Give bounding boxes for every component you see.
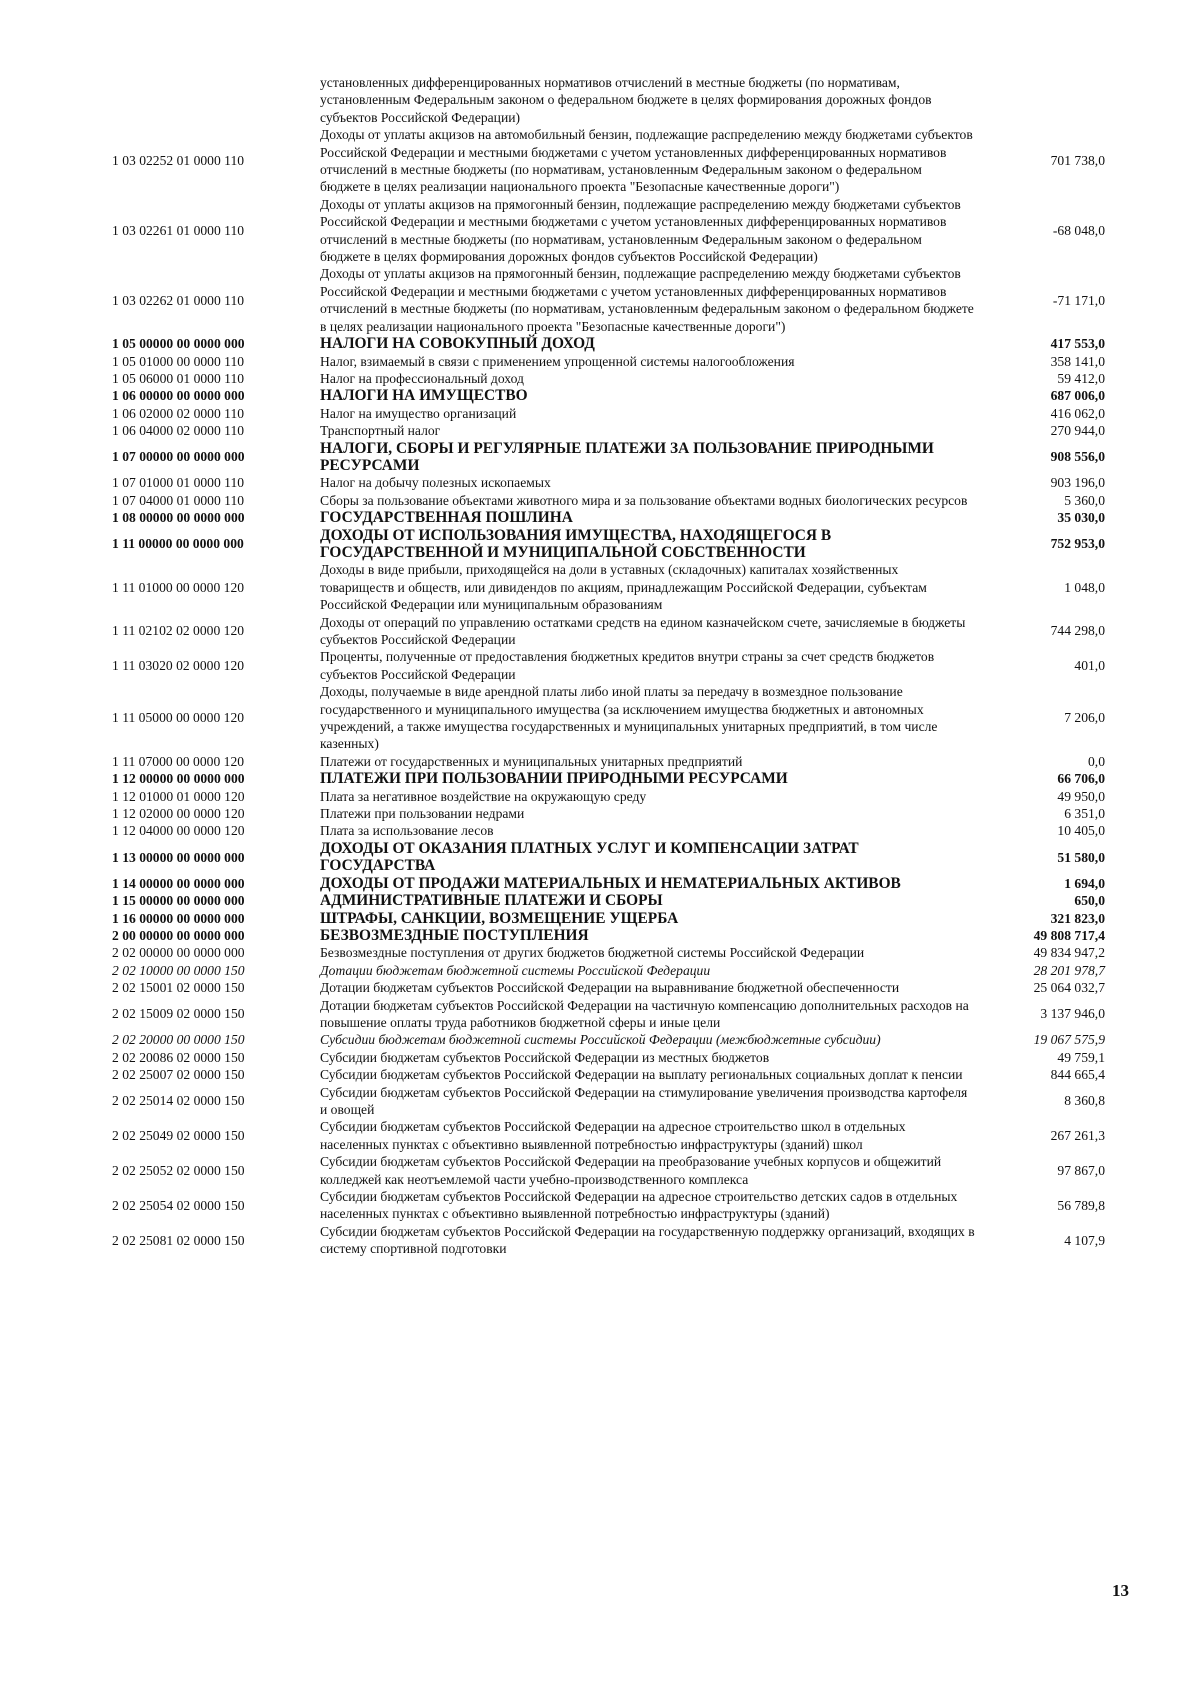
classification-code: 1 05 06000 01 0000 110 bbox=[112, 370, 245, 386]
income-description: НАЛОГИ НА СОВОКУПНЫЙ ДОХОД bbox=[320, 335, 595, 353]
amount-value: 908 556,0 bbox=[1050, 449, 1105, 465]
income-description: АДМИНИСТРАТИВНЫЕ ПЛАТЕЖИ И СБОРЫ bbox=[320, 892, 663, 910]
table-row bbox=[0, 1031, 1200, 1048]
classification-code: 2 02 20000 00 0000 150 bbox=[112, 1032, 245, 1048]
amount-value: 8 360,8 bbox=[1064, 1093, 1105, 1109]
classification-code: 1 11 05000 00 0000 120 bbox=[112, 710, 245, 726]
table-row bbox=[0, 1223, 1200, 1258]
page-number: 13 bbox=[1112, 1581, 1129, 1600]
table-row bbox=[0, 1153, 1200, 1188]
amount-value: -71 171,0 bbox=[1052, 292, 1105, 308]
income-description: Плата за негативное воздействие на окружающую среду bbox=[320, 788, 647, 804]
income-description: Доходы от уплаты акцизов на прямогонный бензин, подлежащие распределению между бюджетами субъектов Российской Федерации и местными бюджетами с учетом установленных дифференцированных нормативов отчислений в местные бюджеты (по нормативам, установленным Федеральным законом о федеральном бюджете в целях формирования дорожных фондов субъектов Российской Федерации) bbox=[320, 196, 961, 265]
classification-code: 1 14 00000 00 0000 000 bbox=[112, 875, 245, 891]
amount-value: 25 064 032,7 bbox=[1033, 980, 1105, 996]
amount-value: 752 953,0 bbox=[1050, 536, 1105, 552]
classification-code: 2 02 25007 02 0000 150 bbox=[112, 1067, 245, 1083]
classification-code: 1 12 00000 00 0000 000 bbox=[112, 771, 245, 787]
income-description: Субсидии бюджетам субъектов Российской Федерации из местных бюджетов bbox=[320, 1049, 770, 1065]
income-description: ШТРАФЫ, САНКЦИИ, ВОЗМЕЩЕНИЕ УЩЕРБА bbox=[320, 909, 679, 927]
classification-code: 2 02 00000 00 0000 000 bbox=[112, 945, 245, 961]
amount-value: 6 351,0 bbox=[1064, 806, 1105, 822]
classification-code: 1 06 02000 02 0000 110 bbox=[112, 405, 245, 421]
amount-value: 267 261,3 bbox=[1050, 1128, 1105, 1144]
amount-value: 744 298,0 bbox=[1050, 623, 1105, 639]
income-description: ДОХОДЫ ОТ ПРОДАЖИ МАТЕРИАЛЬНЫХ И НЕМАТЕРИАЛЬНЫХ АКТИВОВ bbox=[320, 874, 901, 892]
table-row bbox=[0, 683, 1200, 753]
table-row bbox=[0, 788, 1200, 805]
income-description: Дотации бюджетам бюджетной системы Российской Федерации bbox=[320, 962, 711, 978]
amount-value: 19 067 575,9 bbox=[1033, 1032, 1105, 1048]
table-row bbox=[0, 1118, 1200, 1153]
classification-code: 1 03 02262 01 0000 110 bbox=[112, 292, 245, 308]
table-row bbox=[0, 561, 1200, 613]
table-row bbox=[0, 648, 1200, 683]
classification-code: 2 02 25054 02 0000 150 bbox=[112, 1197, 245, 1213]
classification-code: 1 15 00000 00 0000 000 bbox=[112, 893, 245, 909]
amount-value: 7 206,0 bbox=[1064, 710, 1105, 726]
income-description: Сборы за пользование объектами животного мира и за пользование объектами водных биологических ресурсов bbox=[320, 492, 968, 508]
amount-value: 35 030,0 bbox=[1057, 510, 1105, 526]
table-row bbox=[0, 962, 1200, 979]
amount-value: 28 201 978,7 bbox=[1033, 962, 1105, 978]
income-description: Субсидии бюджетам субъектов Российской Федерации на адресное строительство детских садов в отдельных населенных пунктах с объективно выявленной потребностью инфраструктуры (зданий) bbox=[320, 1189, 958, 1222]
income-description: НАЛОГИ, СБОРЫ И РЕГУЛЯРНЫЕ ПЛАТЕЖИ ЗА ПОЛЬЗОВАНИЕ ПРИРОДНЫМИ РЕСУРСАМИ bbox=[320, 439, 934, 474]
income-description: НАЛОГИ НА ИМУЩЕСТВО bbox=[320, 387, 528, 405]
amount-value: 416 062,0 bbox=[1050, 405, 1105, 421]
amount-value: 66 706,0 bbox=[1057, 771, 1105, 787]
table-row bbox=[0, 474, 1200, 491]
amount-value: 49 759,1 bbox=[1057, 1049, 1105, 1065]
classification-code: 1 07 01000 01 0000 110 bbox=[112, 475, 245, 491]
amount-value: 49 834 947,2 bbox=[1033, 945, 1105, 961]
amount-value: 49 950,0 bbox=[1057, 788, 1105, 804]
table-row bbox=[0, 353, 1200, 370]
income-description: Доходы от операций по управлению остатками средств на едином казначейском счете, зачисляемые в бюджеты субъектов Российской Федерации bbox=[320, 614, 966, 647]
classification-code: 1 08 00000 00 0000 000 bbox=[112, 510, 245, 526]
income-description: ГОСУДАРСТВЕННАЯ ПОШЛИНА bbox=[320, 509, 573, 527]
amount-value: 687 006,0 bbox=[1050, 388, 1105, 404]
classification-code: 2 02 20086 02 0000 150 bbox=[112, 1049, 245, 1065]
income-description: Доходы от уплаты акцизов на автомобильный бензин, подлежащие распределению между бюджетами субъектов Российской Федерации и местными бюджетами с учетом установленных дифференцированных нормативов отчислений в местные бюджеты (по нормативам, установленным Федеральным законом о федеральном бюджете в целях реализации национального проекта "Безопасные качественные дороги") bbox=[320, 127, 973, 195]
income-description: ДОХОДЫ ОТ ОКАЗАНИЯ ПЛАТНЫХ УСЛУГ И КОМПЕНСАЦИИ ЗАТРАТ ГОСУДАРСТВА bbox=[320, 839, 859, 875]
amount-value: 701 738,0 bbox=[1050, 153, 1105, 169]
table-row bbox=[0, 405, 1200, 422]
table-row bbox=[0, 387, 1200, 404]
table-row bbox=[0, 1049, 1200, 1066]
classification-code: 1 16 00000 00 0000 000 bbox=[112, 910, 245, 926]
table-row bbox=[0, 875, 1200, 892]
amount-value: 903 196,0 bbox=[1050, 475, 1105, 491]
classification-code: 2 02 25014 02 0000 150 bbox=[112, 1093, 245, 1109]
amount-value: 650,0 bbox=[1074, 893, 1105, 909]
income-description: Налог на профессиональный доход bbox=[320, 370, 524, 386]
income-description: Налог на имущество организаций bbox=[320, 405, 517, 421]
amount-value: 844 665,4 bbox=[1050, 1067, 1105, 1083]
income-description: Транспортный налог bbox=[320, 423, 441, 439]
classification-code: 2 00 00000 00 0000 000 bbox=[112, 927, 245, 943]
income-description: Субсидии бюджетам субъектов Российской Федерации на выплату региональных социальных доплат к пенсии bbox=[320, 1067, 963, 1083]
amount-value: 97 867,0 bbox=[1057, 1162, 1105, 1178]
income-description: ДОХОДЫ ОТ ИСПОЛЬЗОВАНИЯ ИМУЩЕСТВА, НАХОДЯЩЕГОСЯ В ГОСУДАРСТВЕННОЙ И МУНИЦИПАЛЬНОЙ СОБСТВЕННОСТИ bbox=[320, 526, 832, 561]
amount-value: 1 694,0 bbox=[1064, 875, 1105, 891]
classification-code: 1 06 00000 00 0000 000 bbox=[112, 388, 245, 404]
classification-code: 2 02 25052 02 0000 150 bbox=[112, 1162, 245, 1178]
classification-code: 2 02 25081 02 0000 150 bbox=[112, 1232, 245, 1248]
table-row bbox=[0, 892, 1200, 909]
table-row bbox=[0, 614, 1200, 649]
classification-code: 1 12 04000 00 0000 120 bbox=[112, 823, 245, 839]
income-description: Проценты, полученные от предоставления бюджетных кредитов внутри страны за счет средств бюджетов субъектов Российской Федерации bbox=[320, 649, 935, 682]
income-description: Субсидии бюджетам субъектов Российской Федерации на преобразование учебных корпусов и общежитий колледжей как неотъемлемой части учебно-производственного комплекса bbox=[320, 1154, 942, 1187]
table-row bbox=[0, 440, 1200, 475]
income-description: Плата за использование лесов bbox=[320, 823, 494, 839]
amount-value: 5 360,0 bbox=[1064, 492, 1105, 508]
amount-value: 401,0 bbox=[1074, 658, 1105, 674]
income-description: ПЛАТЕЖИ ПРИ ПОЛЬЗОВАНИИ ПРИРОДНЫМИ РЕСУРСАМИ bbox=[320, 770, 788, 788]
income-description: Дотации бюджетам субъектов Российской Федерации на выравнивание бюджетной обеспеченности bbox=[320, 980, 900, 996]
table-row bbox=[0, 822, 1200, 839]
classification-code: 1 13 00000 00 0000 000 bbox=[112, 849, 245, 865]
amount-value: 3 137 946,0 bbox=[1040, 1006, 1105, 1022]
amount-value: 358 141,0 bbox=[1050, 353, 1105, 369]
income-description: Налог на добычу полезных ископаемых bbox=[320, 475, 551, 491]
table-row bbox=[0, 196, 1200, 266]
amount-value: 49 808 717,4 bbox=[1033, 927, 1105, 943]
table-row bbox=[0, 979, 1200, 996]
table-row bbox=[0, 509, 1200, 526]
table-row bbox=[0, 265, 1200, 335]
table-row bbox=[0, 527, 1200, 562]
table-row bbox=[0, 370, 1200, 387]
classification-code: 1 11 03020 02 0000 120 bbox=[112, 658, 245, 674]
table-row bbox=[0, 910, 1200, 927]
classification-code: 1 11 01000 00 0000 120 bbox=[112, 579, 245, 595]
classification-code: 2 02 10000 00 0000 150 bbox=[112, 962, 245, 978]
classification-code: 1 12 01000 01 0000 120 bbox=[112, 788, 245, 804]
amount-value: 56 789,8 bbox=[1057, 1197, 1105, 1213]
table-row bbox=[0, 997, 1200, 1032]
income-description: Платежи от государственных и муниципальных унитарных предприятий bbox=[320, 753, 743, 769]
table-row bbox=[0, 1188, 1200, 1223]
table-row bbox=[0, 1066, 1200, 1083]
classification-code: 1 07 00000 00 0000 000 bbox=[112, 449, 245, 465]
income-description: Субсидии бюджетам субъектов Российской Федерации на стимулирование увеличения производства картофеля и овощей bbox=[320, 1084, 968, 1117]
amount-value: 321 823,0 bbox=[1050, 910, 1105, 926]
table-row bbox=[0, 927, 1200, 944]
amount-value: 4 107,9 bbox=[1064, 1232, 1105, 1248]
classification-code: 2 02 15001 02 0000 150 bbox=[112, 980, 245, 996]
classification-code: 1 11 07000 00 0000 120 bbox=[112, 753, 245, 769]
income-description: Доходы от уплаты акцизов на прямогонный бензин, подлежащие распределению между бюджетами субъектов Российской Федерации и местными бюджетами с учетом установленных дифференцированных нормативов отчислений в местные бюджеты (по нормативам, установленным федеральным законом о федеральном бюджете в целях реализации национального проекта "Безопасные качественные дороги") bbox=[320, 266, 974, 334]
income-description: Налог, взимаемый в связи с применением упрощенной системы налогообложения bbox=[320, 353, 795, 369]
amount-value: 51 580,0 bbox=[1057, 849, 1105, 865]
amount-value: 59 412,0 bbox=[1057, 370, 1105, 386]
income-description: Доходы, получаемые в виде арендной платы либо иной платы за передачу в возмездное пользование государственного и муниципального имущества (за исключением имущества бюджетных и автономных учреждений, а также имущества государственных и муниципальных унитарных предприятий, в том числе казенных) bbox=[320, 684, 938, 752]
income-description: Дотации бюджетам субъектов Российской Федерации на частичную компенсацию дополнительных расходов на повышение оплаты труда работников бюджетной сферы и иные цели bbox=[320, 997, 969, 1030]
classification-code: 2 02 15009 02 0000 150 bbox=[112, 1006, 245, 1022]
table-row bbox=[0, 335, 1200, 352]
classification-code: 1 06 04000 02 0000 110 bbox=[112, 423, 245, 439]
table-row bbox=[0, 74, 1200, 126]
classification-code: 1 05 00000 00 0000 000 bbox=[112, 336, 245, 352]
income-description: установленных дифференцированных нормативов отчислений в местные бюджеты (по нормативам, установленным Федеральным законом о федеральном бюджете в целях формирования дорожных фондов субъектов Российской Федерации) bbox=[320, 75, 932, 125]
classification-code: 1 03 02252 01 0000 110 bbox=[112, 153, 245, 169]
income-description: Доходы в виде прибыли, приходящейся на доли в уставных (складочных) капиталах хозяйственных товариществ и обществ, или дивидендов по акциям, принадлежащим Российской Федерации, субъектам Российской Федерации или муниципальным образованиям bbox=[320, 562, 927, 613]
amount-value: 270 944,0 bbox=[1050, 423, 1105, 439]
amount-value: 417 553,0 bbox=[1050, 336, 1105, 352]
table-row bbox=[0, 126, 1200, 196]
classification-code: 1 07 04000 01 0000 110 bbox=[112, 492, 245, 508]
classification-code: 1 11 00000 00 0000 000 bbox=[112, 536, 244, 552]
table-row bbox=[0, 753, 1200, 770]
income-description: БЕЗВОЗМЕЗДНЫЕ ПОСТУПЛЕНИЯ bbox=[320, 926, 589, 944]
table-row bbox=[0, 492, 1200, 509]
revenue-table bbox=[0, 74, 1200, 1258]
table-row bbox=[0, 422, 1200, 439]
income-description: Субсидии бюджетам субъектов Российской Федерации на адресное строительство школ в отдельных населенных пунктах с объективно выявленной потребностью инфраструктуры (зданий) школ bbox=[320, 1119, 906, 1152]
classification-code: 2 02 25049 02 0000 150 bbox=[112, 1128, 245, 1144]
amount-value: 1 048,0 bbox=[1064, 579, 1105, 595]
classification-code: 1 11 02102 02 0000 120 bbox=[112, 623, 245, 639]
table-row bbox=[0, 840, 1200, 875]
income-description: Безвозмездные поступления от других бюджетов бюджетной системы Российской Федерации bbox=[320, 945, 865, 961]
income-description: Субсидии бюджетам бюджетной системы Российской Федерации (межбюджетные субсидии) bbox=[320, 1032, 881, 1048]
classification-code: 1 05 01000 00 0000 110 bbox=[112, 353, 245, 369]
amount-value: -68 048,0 bbox=[1052, 222, 1105, 238]
table-row bbox=[0, 944, 1200, 961]
amount-value: 10 405,0 bbox=[1057, 823, 1105, 839]
table-row bbox=[0, 1084, 1200, 1119]
amount-value: 0,0 bbox=[1088, 753, 1105, 769]
income-description: Платежи при пользовании недрами bbox=[320, 806, 525, 822]
classification-code: 1 03 02261 01 0000 110 bbox=[112, 222, 245, 238]
income-description: Субсидии бюджетам субъектов Российской Федерации на государственную поддержку организаций, входящих в систему спортивной подготовки bbox=[320, 1223, 975, 1257]
table-row bbox=[0, 770, 1200, 787]
table-row bbox=[0, 805, 1200, 822]
classification-code: 1 12 02000 00 0000 120 bbox=[112, 806, 245, 822]
